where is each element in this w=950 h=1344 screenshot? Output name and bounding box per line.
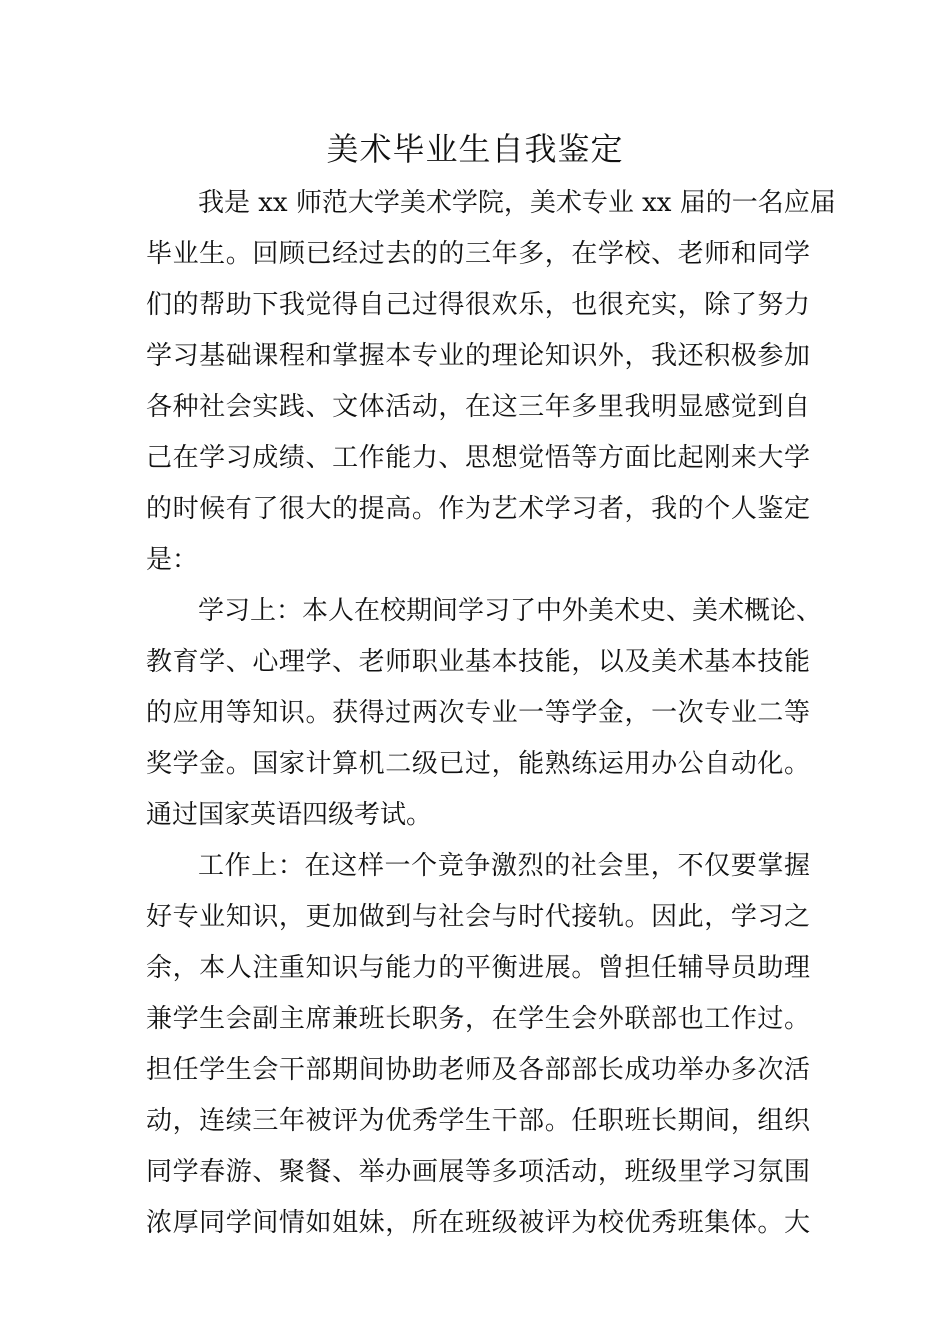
text-line: 己在学习成绩、工作能力、思想觉悟等方面比起刚来大学 bbox=[146, 443, 810, 473]
text-line: 动，连续三年被评为优秀学生干部。任职班长期间，组织 bbox=[146, 1106, 810, 1136]
text-line: 好专业知识，更加做到与社会与时代接轨。因此，学习之 bbox=[146, 902, 810, 932]
document-body bbox=[146, 178, 836, 1249]
text-line: 兼学生会副主席兼班长职务，在学生会外联部也工作过。 bbox=[146, 1004, 810, 1034]
text-line: 学习基础课程和掌握本专业的理论知识外，我还积极参加 bbox=[146, 341, 810, 371]
text-line: 教育学、心理学、老师职业基本技能，以及美术基本技能 bbox=[146, 647, 810, 677]
text-line: 余，本人注重知识与能力的平衡进展。曾担任辅导员助理 bbox=[146, 953, 810, 983]
text-line: 担任学生会干部期间协助老师及各部部长成功举办多次活 bbox=[146, 1055, 810, 1085]
text-line: 同学春游、聚餐、举办画展等多项活动，班级里学习氛围 bbox=[146, 1157, 810, 1187]
text-line: 的时候有了很大的提高。作为艺术学习者，我的个人鉴定 bbox=[146, 494, 810, 524]
text-line: 毕业生。回顾已经过去的的三年多，在学校、老师和同学 bbox=[146, 239, 810, 269]
text-line: 浓厚同学间情如姐妹，所在班级被评为校优秀班集体。大 bbox=[146, 1208, 810, 1238]
text-line: 奖学金。国家计算机二级已过，能熟练运用办公自动化。 bbox=[146, 749, 810, 779]
text-line: 通过国家英语四级考试。 bbox=[146, 800, 433, 830]
text-line: 我是 xx 师范大学美术学院，美术专业 xx 届的一名应届 bbox=[198, 188, 836, 218]
text-line: 的应用等知识。获得过两次专业一等学金，一次专业二等 bbox=[146, 698, 810, 728]
text-line: 工作上：在这样一个竞争激烈的社会里，不仅要掌握 bbox=[198, 851, 810, 881]
document-title: 美术毕业生自我鉴定 bbox=[326, 130, 624, 168]
text-line: 各种社会实践、文体活动，在这三年多里我明显感觉到自 bbox=[146, 392, 810, 422]
text-line: 是： bbox=[146, 545, 199, 575]
text-line: 们的帮助下我觉得自己过得很欢乐，也很充实，除了努力 bbox=[146, 290, 810, 320]
text-line: 学习上：本人在校期间学习了中外美术史、美术概论、 bbox=[198, 596, 823, 626]
